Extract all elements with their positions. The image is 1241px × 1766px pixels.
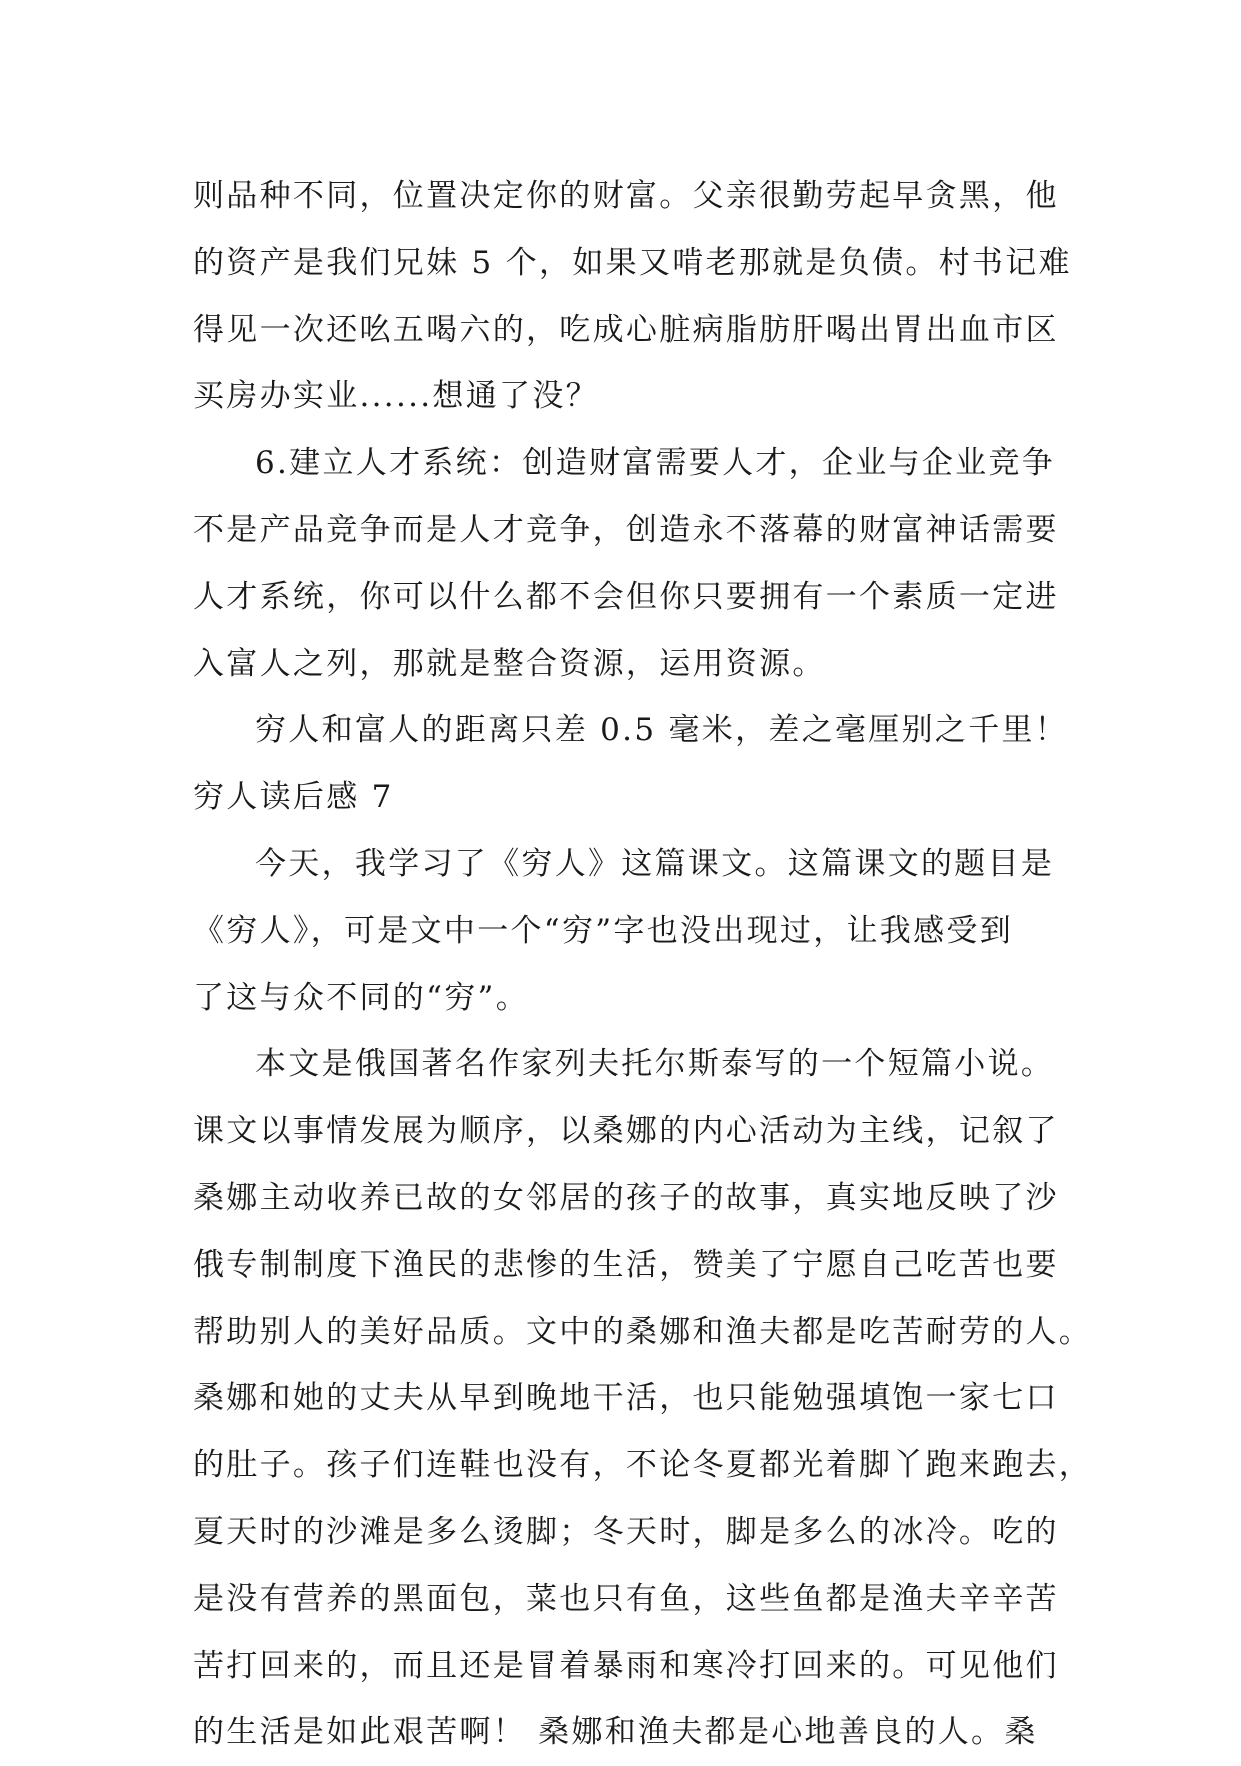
text-line: 俄专制制度下渔民的悲惨的生活，赞美了宁愿自己吃苦也要 bbox=[193, 1246, 1059, 1283]
text-line: 苦打回来的，而且还是冒着暴雨和寒冷打回来的。可见他们 bbox=[193, 1647, 1059, 1684]
text-line: 人才系统，你可以什么都不会但你只要拥有一个素质一定进 bbox=[193, 578, 1059, 615]
text-line: 桑娜主动收养已故的女邻居的孩子的故事，真实地反映了沙 bbox=[193, 1179, 1059, 1216]
text-line: 入富人之列，那就是整合资源，运用资源。 bbox=[193, 645, 826, 682]
text-line: 穷人读后感 7 bbox=[193, 779, 394, 816]
text-line: 6.建立人才系统：创造财富需要人才，企业与企业竞争 bbox=[255, 445, 1056, 482]
text-line: 今天，我学习了《穷人》这篇课文。这篇课文的题目是 bbox=[255, 845, 1055, 882]
text-line: 桑娜和她的丈夫从早到晚地干活，也只能勉强填饱一家七口 bbox=[193, 1380, 1059, 1417]
text-line: 穷人和富人的距离只差 0.5 毫米，差之毫厘别之千里！ bbox=[255, 712, 1069, 749]
text-line: 得见一次还吆五喝六的，吃成心脏病脂肪肝喝出胃出血市区 bbox=[193, 311, 1059, 348]
text-line: 《穷人》，可是文中一个“穷”字也没出现过，让我感受到 bbox=[193, 912, 1013, 949]
text-line: 不是产品竞争而是人才竞争，创造永不落幕的财富神话需要 bbox=[193, 511, 1059, 548]
text-line: 夏天时的沙滩是多么烫脚；冬天时，脚是多么的冰冷。吃的 bbox=[193, 1513, 1059, 1550]
text-line: 本文是俄国著名作家列夫托尔斯泰写的一个短篇小说。 bbox=[255, 1046, 1055, 1083]
text-line: 的肚子。孩子们连鞋也没有，不论冬夏都光着脚丫跑来跑去， bbox=[193, 1447, 1093, 1484]
document-body bbox=[193, 163, 1093, 1766]
text-line: 了这与众不同的“穷”。 bbox=[193, 979, 529, 1016]
text-line: 的资产是我们兄妹 5 个，如果又啃老那就是负债。村书记难 bbox=[193, 244, 1072, 281]
text-line: 是没有营养的黑面包，菜也只有鱼，这些鱼都是渔夫辛辛苦 bbox=[193, 1580, 1059, 1617]
text-line: 课文以事情发展为顺序，以桑娜的内心活动为主线，记叙了 bbox=[193, 1113, 1059, 1150]
text-line: 则品种不同，位置决定你的财富。父亲很勤劳起早贪黑，他 bbox=[193, 178, 1059, 214]
text-line: 的生活是如此艰苦啊！ 桑娜和渔夫都是心地善良的人。桑 bbox=[193, 1714, 1038, 1751]
text-line: 帮助别人的美好品质。文中的桑娜和渔夫都是吃苦耐劳的人。 bbox=[193, 1313, 1093, 1350]
text-line: 买房办实业......想通了没？ bbox=[193, 378, 599, 415]
